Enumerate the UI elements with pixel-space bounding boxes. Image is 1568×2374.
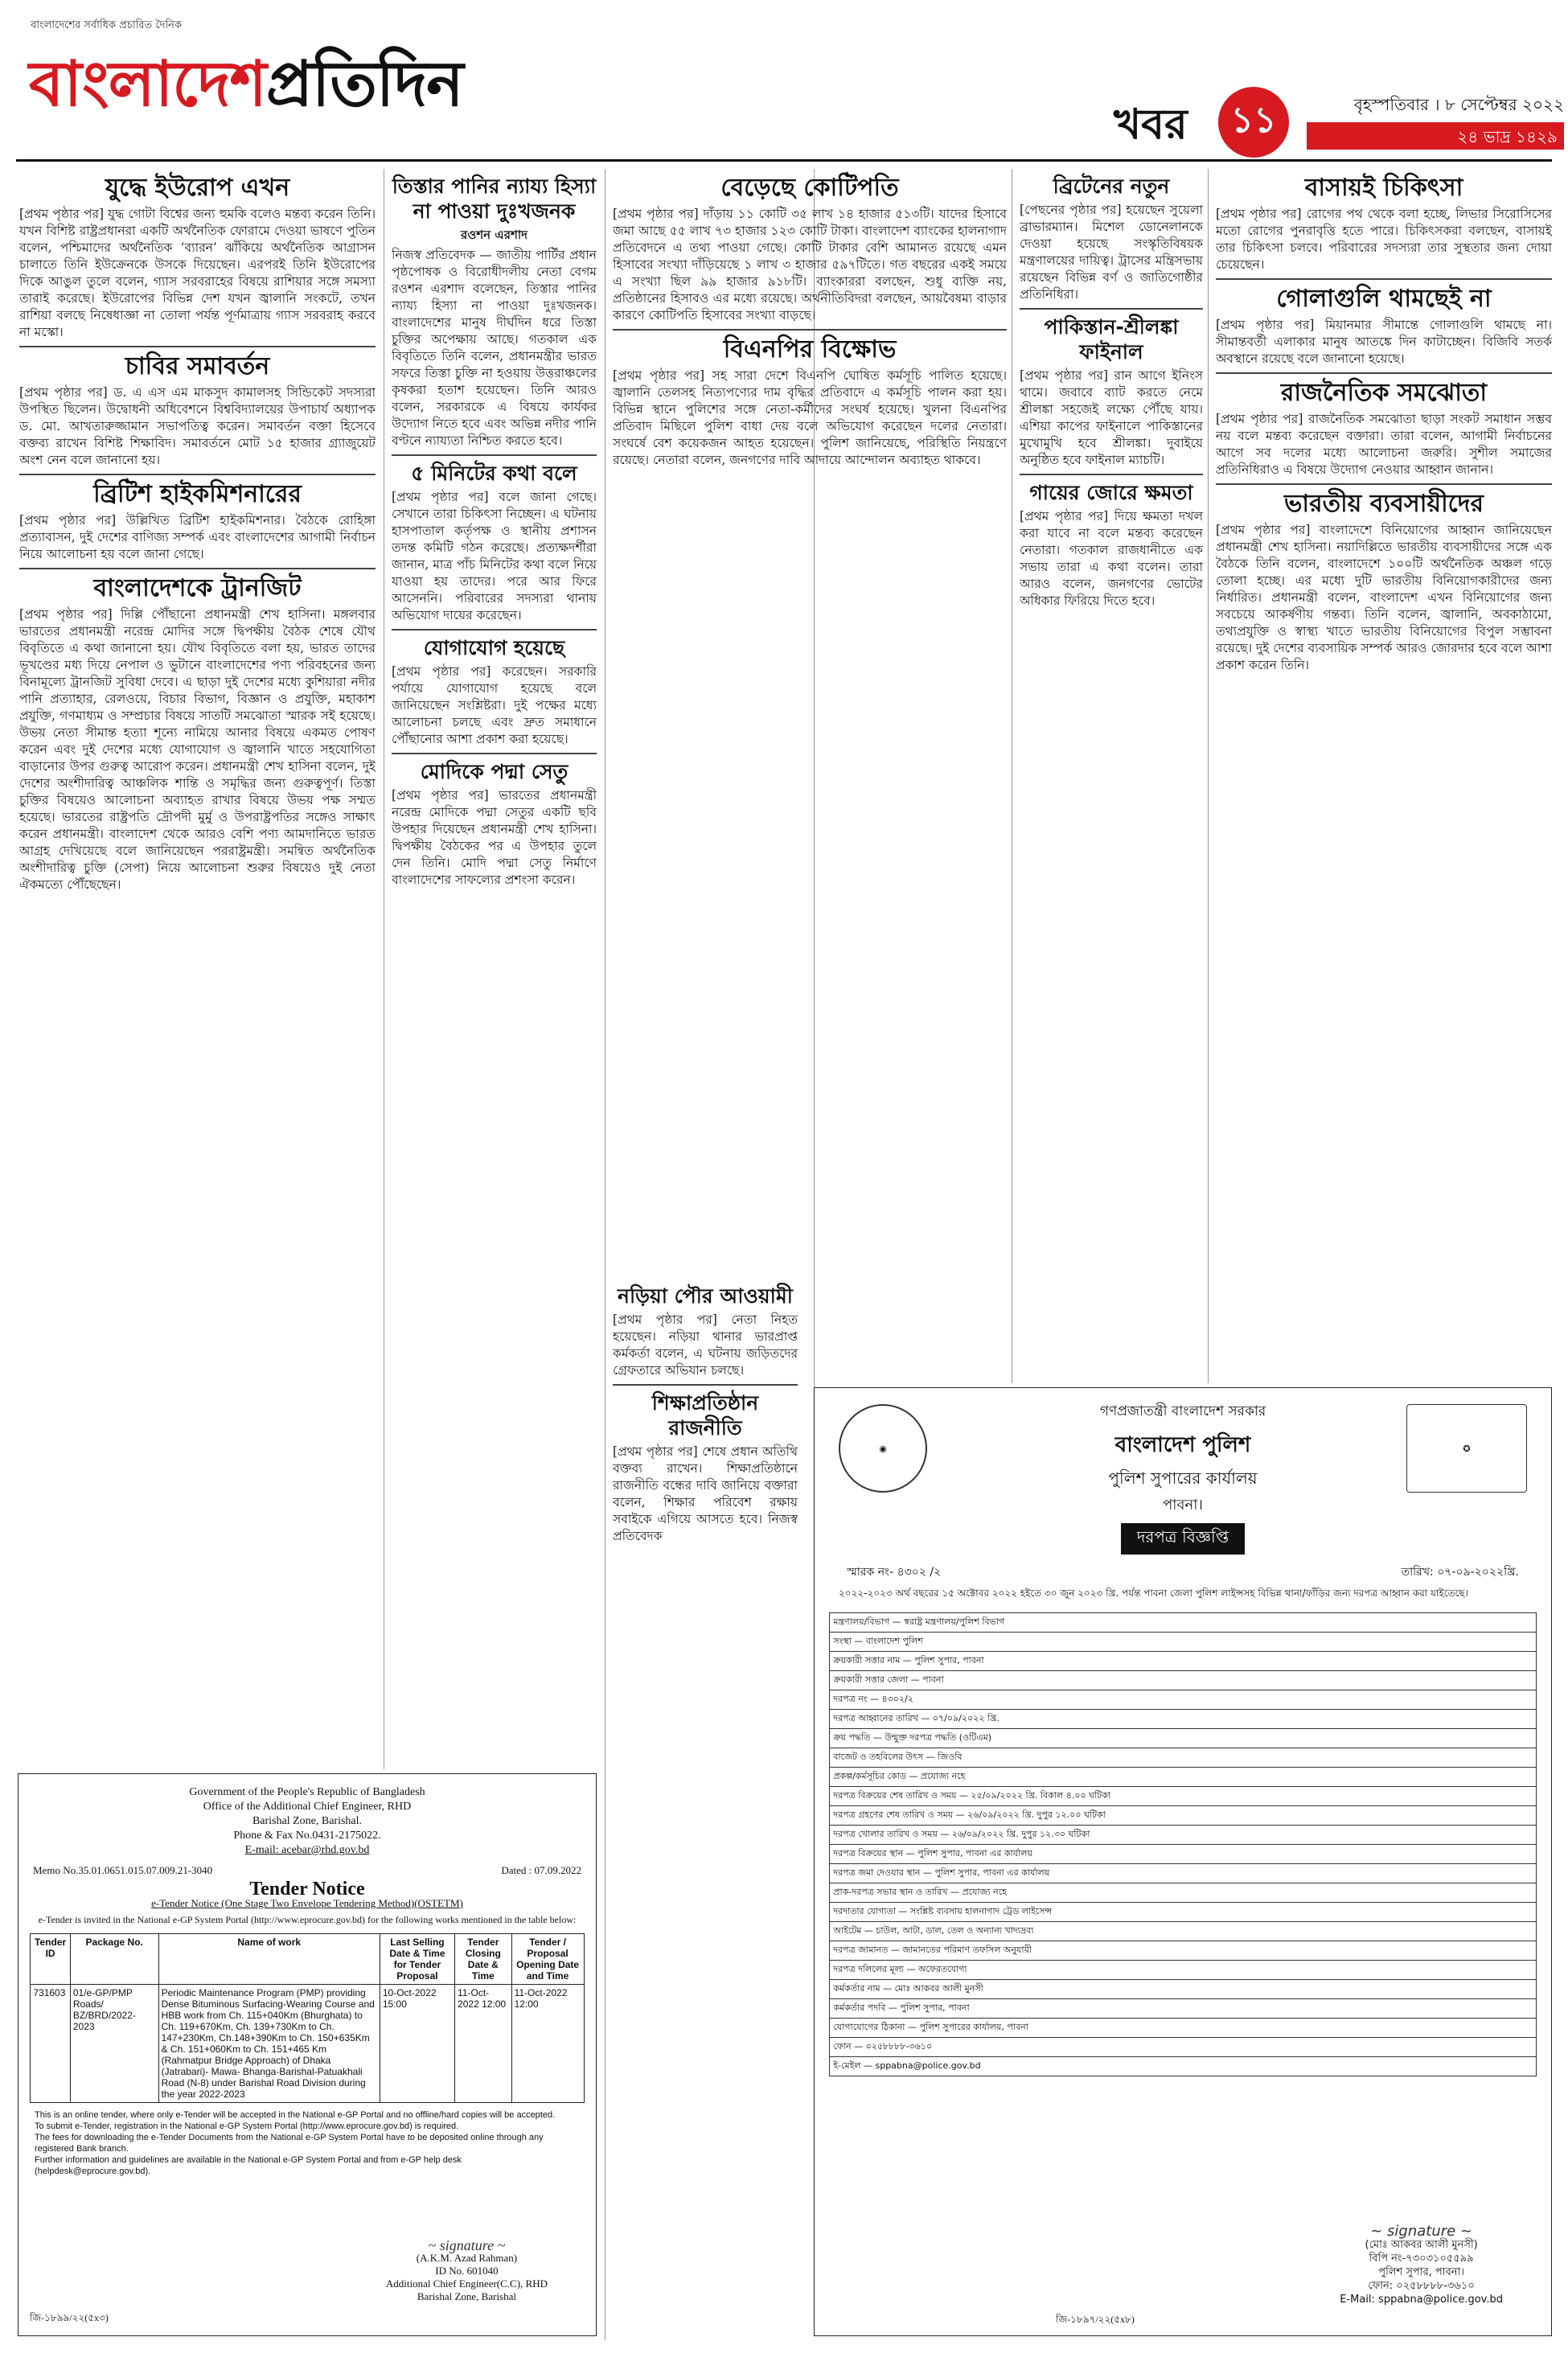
table-header: Package No. <box>70 1934 158 1985</box>
ad-ref: জি-১৮৯৯/২২(৫x৩) <box>30 2312 109 2323</box>
signature-line: Barishal Zone, Barishal <box>417 2290 516 2302</box>
table-row <box>830 1652 1536 1671</box>
table-cell: যোগাযোগের ঠিকানা — পুলিশ সুপারের কার্যালয়, পাবনা <box>830 2019 1536 2038</box>
table-cell: দরদাতার যোগ্যতা — সংশ্লিষ্ট ব্যবসায় হালনাগাদ ট্রেড লাইসেন্স <box>830 1903 1536 1922</box>
table-row <box>830 1748 1536 1768</box>
notice-line: গণপ্রজাতন্ত্রী বাংলাদেশ সরকার <box>1099 1403 1266 1419</box>
table-row <box>830 1613 1536 1633</box>
table-cell: ক্রয়কারী সত্তার জেলা — পাবনা <box>830 1671 1536 1690</box>
table-cell: দরপত্র খোলার তারিখ ও সময় — ২৬/০৯/২০২২ খ্রি. দুপুর ১২.৩০ ঘটিকা <box>830 1826 1536 1845</box>
divider <box>613 1384 798 1386</box>
note-item: This is an online tender, where only e-Tender will be accepted in the National e-GP Portal and no offline/hard copies will be accepted. <box>35 2110 556 2120</box>
table-header: Tender ID <box>31 1934 70 1985</box>
tagline: বাংলাদেশের সর্বাধিক প্রচারিত দৈনিক <box>31 19 183 31</box>
memo-row <box>18 1858 596 1877</box>
government-seal-icon: ◉ <box>839 1404 927 1493</box>
divider <box>1216 483 1552 485</box>
column-2 <box>392 169 597 1765</box>
tender-notice-police <box>814 1387 1552 2336</box>
article-body: [প্রথম পৃষ্ঠার পর] করেছেন। সরকারি পর্যায়ে যোগাযোগ হয়েছে বলে জানিয়েছেন সংশ্লিষ্টরা। দুই পক্ষের মধ্যে আলোচনা চলছে এবং দ্রুত সমাধানে পৌঁছানোর আশা প্রকাশ করা হয়েছে। <box>392 664 597 746</box>
table-row <box>830 1826 1536 1845</box>
table-cell: প্রকল্প/কর্মসূচির কোড — প্রযোজ্য নহে <box>830 1768 1536 1787</box>
headline[interactable]: শিক্ষাপ্রতিষ্ঠান রাজনীতি <box>651 1391 759 1440</box>
column-3 <box>613 169 1007 1271</box>
notice-line: Phone & Fax No.0431-2175022. <box>233 1830 381 1842</box>
divider <box>1020 474 1203 475</box>
memo-date: তারিখ: ০৭-০৯-২০২২খ্রি. <box>1401 1566 1519 1579</box>
table-cell: আইটেম — চাউল, আটা, ডাল, তেল ও অন্যান্য খাদ্যদ্রব্য <box>830 1922 1536 1941</box>
section-label: খবর <box>1114 101 1188 149</box>
table-header: Last Selling Date & Time for Tender Proposal <box>380 1934 454 1985</box>
table-header: Tender Closing Date & Time <box>455 1934 512 1985</box>
headline[interactable]: গোলাগুলি থামছেই না <box>1276 285 1492 313</box>
masthead <box>0 0 1568 161</box>
signature-line: (মোঃ আকবর আলী মুনসী) <box>1365 2239 1478 2251</box>
divider <box>1020 308 1203 310</box>
article-body: [প্রথম পৃষ্ঠার পর] রোগের পথ থেকে বলা হচ্ছে, লিভার সিরোসিসের মতো রোগের পুনরাবৃত্তি হতে পারে। চিকিৎসকরা বলছেন, বাসায়ই তার চিকিৎসা চলবে। পরিবারের সদস্যরা তার সুস্থতার জন্য দোয়া চেয়েছেন। <box>1216 207 1552 272</box>
note-item: The fees for downloading the e-Tender Documents from the National e-GP System Portal have to be deposited online through any registered Bank branch. <box>35 2133 544 2154</box>
column-5 <box>1216 169 1552 1379</box>
top-rule <box>16 159 1552 162</box>
mujib-borsho-logo: ✪ <box>1406 1404 1527 1493</box>
headline[interactable]: গায়ের জোরে ক্ষমতা <box>1029 481 1193 504</box>
memo-date: Dated : 07.09.2022 <box>501 1864 581 1876</box>
headline[interactable]: যোগাযোগ হয়েছে <box>423 636 565 659</box>
table-row <box>830 1922 1536 1941</box>
table-row <box>830 1787 1536 1806</box>
table-cell: দরপত্র বিক্রয়ের স্থান — পুলিশ সুপার, পাবনা এর কার্যালয় <box>830 1845 1536 1864</box>
divider <box>1216 372 1552 374</box>
table-row <box>830 2057 1536 2076</box>
tender-table <box>829 1612 1536 2076</box>
notice-line: পুলিশ সুপারের কার্যালয় <box>1108 1468 1258 1488</box>
divider <box>392 454 597 456</box>
article-body: [প্রথম পৃষ্ঠার পর] বলে জানা গেছে। সেখানে তারা চিকিৎসা নিচ্ছেন। এ ঘটনায় হাসপাতাল কর্তৃপক্ষ ও স্থানীয় প্রশাসন তদন্ত কমিটি গঠন করেছে। প্রত্যক্ষদর্শীরা জানান, মাত্র পাঁচ মিনিটের কথা বলে নিয়ে যাওয়া হয় তাদের। পরে আর ফিরে আসেননি। পরিবারের সদস্যরা থানায় অভিযোগ দায়ের করেছেন। <box>392 490 597 622</box>
signature-block <box>1340 2224 1503 2306</box>
divider <box>19 474 376 475</box>
bangla-date: ২৪ ভাদ্র ১৪২৯ <box>1307 122 1564 150</box>
signature-block <box>386 2239 548 2303</box>
table-cell: দরপত্র নং — ৪৩০২/২ <box>830 1690 1536 1710</box>
article-body: [প্রথম পৃষ্ঠার পর] ড. এ এস এম মাকসুদ কামালসহ সিন্ডিকেট সদস্যরা উপস্থিত ছিলেন। উদ্বোধনী অধিবেশনে বিশ্ববিদ্যালয়ের উপাচার্য অধ্যাপক ড. মো. আখতারুজ্জামান সভাপতিত্ব করেন। সমাবর্তন বক্তা হিসেবে বক্তব্য রাখেন বিশিষ্ট শিক্ষাবিদ। সমাবর্তনে মোট ১৫ হাজার গ্র্যাজুয়েট অংশ নেন বলে জানানো হয়। <box>19 385 376 467</box>
signature-line: Additional Chief Engineer(C.C), RHD <box>385 2277 548 2290</box>
table-row <box>830 1941 1536 1961</box>
notice-line: পাবনা। <box>1163 1497 1203 1514</box>
headline[interactable]: বাংলাদেশকে ট্রানজিট <box>93 574 302 602</box>
table-cell: বাজেট ও তহবিলের উৎস — জিওবি <box>830 1748 1536 1768</box>
table-row <box>830 1671 1536 1690</box>
article-body: [প্রথম পৃষ্ঠার পর] রান আগে ইনিংস থামে। জবাবে ব্যাট করতে নেমে শ্রীলঙ্কা সহজেই লক্ষ্যে পৌঁছে যায়। এশিয়া কাপের ফাইনালে পাকিস্তানের মুখোমুখি হবে শ্রীলঙ্কা। দুবাইয়ে অনুষ্ঠিত হবে ফাইনাল ম্যাচটি। <box>1020 368 1203 467</box>
notice-line: Government of the People's Republic of Bangladesh <box>189 1786 425 1798</box>
table-row <box>830 1710 1536 1729</box>
table-header: Tender / Proposal Opening Date and Time <box>511 1934 584 1985</box>
headline[interactable]: যুদ্ধে ইউরোপ এখন <box>105 174 290 202</box>
column-divider <box>1208 169 1209 1383</box>
headline[interactable]: চাবির সমাবর্তন <box>125 352 270 380</box>
memo-row <box>815 1555 1551 1582</box>
table-cell: দরপত্র বিক্রয়ের শেষ তারিখ ও সময় — ২৫/০৯/২০২২ খ্রি. বিকাল ৪.০০ ঘটিকা <box>830 1787 1536 1806</box>
table-row <box>830 1633 1536 1652</box>
notice-intro: ২০২২-২০২৩ অর্থ বছরের ১৫ অক্টোবর ২০২২ হইতে ৩০ জুন ২০২৩ খ্রি. পর্যন্ত পাবনা জেলা পুলিশ লাইন্সসহ বিভিন্ন থানা/ফাঁড়ির জন্য দরপত্র আহ্বান করা যাইতেছে। <box>839 1587 1468 1599</box>
table-cell: কর্মকর্তার নাম — মোঃ আকবর আলী মুনসী <box>830 1980 1536 1999</box>
ad-ref: জি-১৮৯৭/২২(৫x৮) <box>1056 2314 1135 2325</box>
headline[interactable]: রাজনৈতিক সমঝোতা <box>1280 379 1488 407</box>
article-body: [প্রথম পৃষ্ঠার পর] রাজনৈতিক সমঝোতা ছাড়া সংকট সমাধান সম্ভব নয় বলে মন্তব্য করেছেন বক্তারা। তারা বলেন, আগামী নির্বাচনের আগে সব দলের মধ্যে আলোচনা জরুরি। সুশীল সমাজের প্রতিনিধিরাও এ বিষয়ে উদ্যোগ নেওয়ার আহ্বান জানান। <box>1216 412 1552 477</box>
headline[interactable]: ৫ মিনিটের কথা বলে <box>411 462 577 485</box>
headline[interactable]: বাসায়ই চিকিৎসা <box>1304 174 1463 202</box>
note-item: To submit e-Tender, registration in the National e-GP System Portal (http://www.eprocure.gov.bd) is required. <box>35 2121 459 2131</box>
article-body: নিজস্ব প্রতিবেদক — জাতীয় পার্টির প্রধান পৃষ্ঠপোষক ও বিরোধীদলীয় নেতা বেগম রওশন এরশাদ বলেছেন, তিস্তার পানির ন্যায্য হিস্যা না পাওয়া দুঃখজনক। বাংলাদেশের মানুষ দীর্ঘদিন ধরে তিস্তা চুক্তির অপেক্ষায় আছে। গতকাল এক বিবৃতিতে তিনি বলেন, প্রধানমন্ত্রীর ভারত সফরে তিস্তা চুক্তি না হওয়ায় উত্তরাঞ্চলের কৃষকরা হতাশ হয়েছেন। তিনি আরও বলেন, সরকারকে এ বিষয়ে কার্যকর উদ্যোগ নিতে হবে এবং অভিন্ন নদীর পানি বণ্টনে ন্যায্যতা নিশ্চিত করতে হবে। <box>392 248 597 448</box>
date-line: বৃহস্পতিবার । ৮ সেপ্টেম্বর ২০২২ <box>1353 95 1564 114</box>
logo-main: বাংলাদেশ <box>29 48 266 121</box>
notice-email[interactable]: E-mail: acebar@rhd.gov.bd <box>244 1844 370 1856</box>
article-body: [প্রথম পৃষ্ঠার পর] যুদ্ধ গোটা বিশ্বের জন্য হুমকি বলেও মন্তব্য করেন তিনি। যখন বিশিষ্ট রাষ্ট্রপ্রধানরা একটি অর্থনৈতিক ফোরামে দেওয়া ভাষণে পুতিন বলেন, পশ্চিমাদের অর্থনৈতিক ‘ব্যারন’ ঝাঁকিয়ে অর্থনৈতিক আগ্রাসন চালাতে তিনি ইউক্রেনকে উসকে দিয়েছেন। এরপরই তিনি ইউরোপের দিকে আঙুল তুলে বলেন, গ্যাস সরবরাহের বিষয়ে রাশিয়ার সঙ্গে সমস্যা তারাই করেছে। ইউরোপের বিভিন্ন দেশ যখন জ্বালানি সংকটে, তখন রাশিয়া বলছে নিষেধাজ্ঞা না তোলা পর্যন্ত পূর্ণমাত্রায় গ্যাস সরবরাহ করবে না মস্কো। <box>19 207 376 339</box>
headline[interactable]: ব্রিটেনের নতুন <box>1053 175 1170 198</box>
table-cell: 731603 <box>31 1985 70 2103</box>
article-body: [প্রথম পৃষ্ঠার পর] ভারতের প্রধানমন্ত্রী নরেন্দ্র মোদিকে পদ্মা সেতুর একটি ছবি উপহার দিয়েছেন প্রধানমন্ত্রী শেখ হাসিনা। দ্বিপক্ষীয় বৈঠকের পর এ উপহার তুলে দেন তিনি। মোদি পদ্মা সেতু নির্মাণে বাংলাদেশের সাফল্যের প্রশংসা করেন। <box>392 788 597 887</box>
table-row <box>830 1883 1536 1903</box>
signature-line: বিপি নং-৭৩০৩১০৫৫৯৯ <box>1369 2253 1474 2265</box>
headline[interactable]: তিস্তার পানির ন্যায্য হিস্যা না পাওয়া দুঃখজনক <box>392 175 597 223</box>
headline[interactable]: ভারতীয় ব্যবসায়ীদের <box>1284 490 1484 518</box>
article-body: [প্রথম পৃষ্ঠার পর] দিল্লি পৌঁছানো প্রধানমন্ত্রী শেখ হাসিনা। মঙ্গলবার ভারতের প্রধানমন্ত্রী নরেন্দ্র মোদির সঙ্গে দ্বিপক্ষীয় বৈঠক শেষে যৌথ বিবৃতিতে এ কথা জানানো হয়। যৌথ বিবৃতিতে বলা হয়, ভারত তাদের ভূখণ্ডের মধ্য দিয়ে নেপাল ও ভুটানে বাংলাদেশের পণ্য পরিবহনের জন্য বিনামূল্যে ট্রানজিট সুবিধা দেবে। এ ছাড়া দুই দেশের মধ্যে কুশিয়ারা নদীর পানি প্রত্যাহার, রেলওয়ে, বিচার বিভাগ, বিজ্ঞান ও প্রযুক্তি, মহাকাশ প্রযুক্তি, গণমাধ্যম ও সম্প্রচার বিষয়ে সাতটি সমঝোতা স্মারক সই হয়েছে। উভয় নেতা সীমান্ত হত্যা শূন্যে নামিয়ে আনার বিষয়ে একমত পোষণ করেন এবং দুই দেশের মধ্যে যোগাযোগ ও জ্বালানি খাতে সহযোগিতা বাড়ানোর উপর গুরুত্ব আরোপ করেন। প্রধানমন্ত্রী শেখ হাসিনা বলেন, দুই দেশের অংশীদারিত্ব আঞ্চলিক শান্তি ও সমৃদ্ধির জন্য গুরুত্বপূর্ণ। তিস্তা চুক্তির বিষয়েও আলোচনা অব্যাহত রাখার বিষয়ে উভয় পক্ষ সম্মত হয়েছে। ভারতের রাষ্ট্রপতি দ্রৌপদী মুর্মু ও উপরাষ্ট্রপতির সঙ্গেও সাক্ষাৎ করেন প্রধানমন্ত্রী। বাংলাদেশ থেকে আরও বেশি পণ্য আমদানিতে ভারত আগ্রহ দেখিয়েছে বলে জানিয়েছেন পররাষ্ট্রমন্ত্রী। সমন্বিত অর্থনৈতিক অংশীদারিত্ব চুক্তি (সেপা) নিয়ে আলোচনা শুরুর বিষয়েও দুই নেতা ঐকমত্যে পৌঁছেছেন। <box>19 607 376 892</box>
memo-no: Memo No.35.01.0651.015.07.009.21-3040 <box>33 1864 213 1876</box>
table-cell: দরপত্র জামানত — জামানতের পরিমাণ তফসিল অনুযায়ী <box>830 1941 1536 1961</box>
signature-line: (A.K.M. Azad Rahman) <box>416 2252 518 2264</box>
table-cell: দরপত্র জমা দেওয়ার স্থান — পুলিশ সুপার, পাবনা এর কার্যালয় <box>830 1864 1536 1883</box>
table-row <box>830 1806 1536 1826</box>
table-cell: মন্ত্রণালয়/বিভাগ — স্বরাষ্ট্র মন্ত্রণালয়/পুলিশ বিভাগ <box>830 1613 1536 1633</box>
table-cell: ক্রয়কারী সত্তার নাম — পুলিশ সুপার, পাবনা <box>830 1652 1536 1671</box>
notice-intro: e-Tender is invited in the National e-GP System Portal (http://www.eprocure.gov.bd) for the following works mentioned in the table below: <box>38 1914 577 1925</box>
notice-title: দরপত্র বিজ্ঞপ্তি <box>1121 1523 1245 1555</box>
article-body: [প্রথম পৃষ্ঠার পর] মিয়ানমার সীমান্তে গোলাগুলি থামছে না। সীমান্তবর্তী এলাকার মানুষ আতঙ্কে দিন কাটাচ্ছেন। বিজিবি সতর্ক অবস্থানে রয়েছে বলে জানানো হয়েছে। <box>1216 318 1552 366</box>
column-3-lower <box>613 1279 798 2316</box>
table-row <box>830 1903 1536 1922</box>
table-row <box>830 1961 1536 1980</box>
table-cell: ই-মেইল — sppabna@police.gov.bd <box>830 2057 1536 2076</box>
logo-accent: প্রতিদিন <box>265 48 463 121</box>
table-cell: 10-Oct-2022 15:00 <box>380 1985 454 2103</box>
tender-table <box>30 1933 584 2103</box>
table-row <box>830 1845 1536 1864</box>
table-cell: 11-Oct-2022 12:00 <box>455 1985 512 2103</box>
divider <box>392 629 597 630</box>
article-body: [প্রথম পৃষ্ঠার পর] সহ সারা দেশে বিএনপি ঘোষিত কর্মসূচি পালিত হয়েছে। জ্বালানি তেলসহ নিত্যপণ্যের দাম বৃদ্ধির প্রতিবাদে এ কর্মসূচি পালন করা হয়। বিভিন্ন স্থানে পুলিশের সঙ্গে নেতা-কর্মীদের সংঘর্ষ হয়েছে। খুলনা বিএনপির প্রতিবাদ মিছিলে পুলিশ বাধা দেয় বলে অভিযোগ করেছেন দলের নেতারা। সংঘর্ষে বেশ কয়েকজন আহত হয়েছেন। পুলিশ জানিয়েছে, পরিস্থিতি নিয়ন্ত্রণে রয়েছে। নেতারা বলেন, জনগণের দাবি আদায়ে আন্দোলন অব্যাহত থাকবে। <box>613 368 1007 467</box>
notice-line: Barishal Zone, Barishal. <box>252 1815 363 1827</box>
signature-line: পুলিশ সুপার, পাবনা। <box>1378 2266 1464 2278</box>
byline: রওশন এরশাদ <box>460 228 528 242</box>
headline[interactable]: বেড়েছে কোটিপতি <box>720 174 899 202</box>
table-cell: কর্মকর্তার পদবি — পুলিশ সুপার, পাবনা <box>830 1999 1536 2019</box>
table-row <box>830 1768 1536 1787</box>
note-item: Further information and guidelines are available in the National e-GP System Portal and from e-GP help desk (helpdesk@eprocure.gov.bd). <box>35 2155 462 2176</box>
table-row <box>31 1985 584 2103</box>
page-number-badge: ১১ <box>1218 87 1289 158</box>
table-row <box>830 1999 1536 2019</box>
table-row <box>830 1980 1536 1999</box>
table-row <box>830 1729 1536 1748</box>
memo-no: স্মারক নং- ৪৩০২ /২ <box>847 1566 942 1579</box>
headline[interactable]: ব্রিটিশ হাইকমিশনারের <box>93 480 302 508</box>
table-cell: দরপত্র আহ্বানের তারিখ — ০৭/০৯/২০২২ খ্রি. <box>830 1710 1536 1729</box>
newspaper-logo[interactable] <box>29 35 463 140</box>
table-row <box>830 2019 1536 2038</box>
tender-notice-rhd <box>18 1773 597 2336</box>
signature-line: ফোন: ০২৫৮৮৮৮-৩৬১০ <box>1368 2280 1475 2292</box>
divider <box>19 346 376 347</box>
table-cell: প্রাক-দরপত্র সভার স্থান ও তারিখ — প্রযোজ্য নহে <box>830 1883 1536 1903</box>
headline[interactable]: বিএনপির বিক্ষোভ <box>723 335 897 363</box>
divider <box>613 329 1007 331</box>
page-header-box <box>1114 87 1564 159</box>
signature-icon: ~ signature ~ <box>428 2237 506 2253</box>
signature-line: ID No. 601040 <box>435 2265 499 2277</box>
article-body: [প্রথম পৃষ্ঠার পর] বাংলাদেশে বিনিয়োগের আহ্বান জানিয়েছেন প্রধানমন্ত্রী শেখ হাসিনা। নয়াদিল্লিতে ভারতীয় ব্যবসায়ীদের সঙ্গে এক বৈঠকে তিনি বলেন, বাংলাদেশে ১০০টি অর্থনৈতিক অঞ্চল গড়ে তোলা হচ্ছে। এর মধ্যে দুটি ভারতীয় বিনিয়োগকারীদের জন্য নির্ধারিত। প্রধানমন্ত্রী বলেন, বাংলাদেশ এখন বিনিয়োগের জন্য সবচেয়ে আকর্ষণীয় গন্তব্য। তিনি বলেন, জ্বালানি, অবকাঠামো, তথ্যপ্রযুক্তি ও স্বাস্থ্য খাতে ভারতীয় বিনিয়োগের বিপুল সম্ভাবনা রয়েছে। দুই দেশের ব্যবসায়িক সম্পর্ক আরও জোরদার হবে বলে আশা প্রকাশ করেন তিনি। <box>1216 523 1552 672</box>
table-row <box>830 1690 1536 1710</box>
table-row <box>830 1864 1536 1883</box>
article-body: [প্রথম পৃষ্ঠার পর] শেষে প্রধান অতিথি বক্তব্য রাখেন। শিক্ষাপ্রতিষ্ঠানে রাজনীতি বন্ধের দাবি জানিয়ে বক্তারা বলেন, শিক্ষার পরিবেশ রক্ষায় সবাইকে এগিয়ে আসতে হবে। নিজস্ব প্রতিবেদক <box>613 1444 798 1543</box>
headline[interactable]: নড়িয়া পৌর আওয়ামী <box>618 1284 793 1308</box>
divider <box>392 753 597 754</box>
table-cell: 01/e-GP/PMP Roads/ BZ/BRD/2022-2023 <box>70 1985 158 2103</box>
notice-subtitle: e-Tender Notice (One Stage Two Envelope Tendering Method)(OSTETM) <box>151 1897 463 1909</box>
article-body: [প্রথম পৃষ্ঠার পর] নেতা নিহত হয়েছেন। নড়িয়া থানার ভারপ্রাপ্ত কর্মকর্তা বলেন, এ ঘটনায় জড়িতদের গ্রেফতারে অভিযান চলছে। <box>613 1312 798 1378</box>
table-cell: ফোন — ০২৫৮৮৮৮-৩৬১০ <box>830 2038 1536 2057</box>
notice-line: Office of the Additional Chief Engineer, RHD <box>203 1801 412 1813</box>
notice-line: বাংলাদেশ পুলিশ <box>1114 1433 1251 1457</box>
column-1 <box>19 169 376 1765</box>
table-header: Name of work <box>158 1934 380 1985</box>
article-body: [পেছনের পৃষ্ঠার পর] হয়েছেন সুয়েলা ব্রাভারম্যান। মিশেল ডোনেলানকে দেওয়া হয়েছে সংস্কৃতিবিষয়ক মন্ত্রণালয়ের দায়িত্ব। ট্রাসের মন্ত্রিসভায় রয়েছেন বিভিন্ন বর্ণ ও জাতিগোষ্ঠীর প্রতিনিধিরা। <box>1020 203 1203 302</box>
headline[interactable]: পাকিস্তান-শ্রীলঙ্কা ফাইনাল <box>1044 315 1179 363</box>
notice-title: Tender Notice <box>249 1879 365 1900</box>
table-cell: 11-Oct-2022 12:00 <box>511 1985 584 2103</box>
table-cell: দরপত্র গ্রহণের শেষ তারিখ ও সময় — ২৬/০৯/২০২২ খ্রি. দুপুর ১২.০০ ঘটিকা <box>830 1806 1536 1826</box>
notice-notes <box>18 2108 596 2179</box>
column-4 <box>1020 169 1203 1379</box>
headline[interactable]: মোদিকে পদ্মা সেতু <box>420 760 569 783</box>
divider <box>1216 278 1552 280</box>
table-cell: Periodic Maintenance Program (PMP) providing Dense Bituminous Surfacing-Wearing Course and HBB work from Ch. 115+040Km (Bhurghata) to Ch. 119+670Km, Ch. 139+730Km to Ch. 147+230Km, Ch.148+390Km to Ch. 150+635Km & Ch. 151+060Km to Ch. 151+465 Km (Rahmatpur Bridge Approach) of Dhaka (Jatrabari)- Mawa- Bhanga-Barishal-Patuakhali Road (N-8) under Barishal Road Division during the year 2022-2023 <box>158 1985 380 2103</box>
article-body: [প্রথম পৃষ্ঠার পর] দাঁড়ায় ১১ কোটি ৩৫ লাখ ১৪ হাজার ৫১৩টি। যাদের হিসাবে জমা আছে ৫৫ লাখ ৭৩ হাজার ১২৩ কোটি টাকা। বাংলাদেশ ব্যাংকের হালনাগাদ প্রতিবেদনে এ তথ্য পাওয়া গেছে। কোটি টাকার বেশি আমানত রয়েছে এমন হিসাবের সংখ্যা দাঁড়িয়েছে ১ লাখ ৩ হাজার ৫৯৭টিতে। গত বছরের একই সময়ে এ সংখ্যা ছিল ৯৯ হাজার ৯১৮টি। ব্যাংকাররা বলছেন, শুধু ব্যক্তি নয়, প্রতিষ্ঠানের হিসাবও এর মধ্যে রয়েছে। অর্থনীতিবিদরা বলছেন, আয়বৈষম্য বাড়ার কারণে কোটিপতি হিসাবের সংখ্যা বাড়ছে। <box>613 207 1007 322</box>
signature-line[interactable]: E-Mail: sppabna@police.gov.bd <box>1340 2294 1503 2306</box>
table-cell: সংস্থা — বাংলাদেশ পুলিশ <box>830 1633 1536 1652</box>
signature-icon: ~ signature ~ <box>1370 2223 1473 2240</box>
article-body: [প্রথম পৃষ্ঠার পর] উল্লিখিত ব্রিটিশ হাইকমিশনার। বৈঠকে রোহিঙ্গা প্রত্যাবাসন, দুই দেশের বাণিজ্য সম্পর্ক এবং বাংলাদেশের আগামী নির্বাচন নিয়ে আলোচনা হয় বলে জানা গেছে। <box>19 513 376 561</box>
table-cell: দরপত্র দলিলের মূল্য — অফেরতযোগ্য <box>830 1961 1536 1980</box>
divider <box>19 568 376 569</box>
table-cell: ক্রয় পদ্ধতি — উন্মুক্ত দরপত্র পদ্ধতি (ওটিএম) <box>830 1729 1536 1748</box>
column-3-bottom <box>822 1279 1007 1383</box>
table-row <box>830 2038 1536 2057</box>
article-body: [প্রথম পৃষ্ঠার পর] দিয়ে ক্ষমতা দখল করা যাবে না বলে মন্তব্য করেছেন নেতারা। গতকাল রাজধানীতে এক সভায় তারা এ কথা বলেন। তারা আরও বলেন, জনগণের ভোটের অধিকার ফিরিয়ে দিতে হবে। <box>1020 509 1203 608</box>
